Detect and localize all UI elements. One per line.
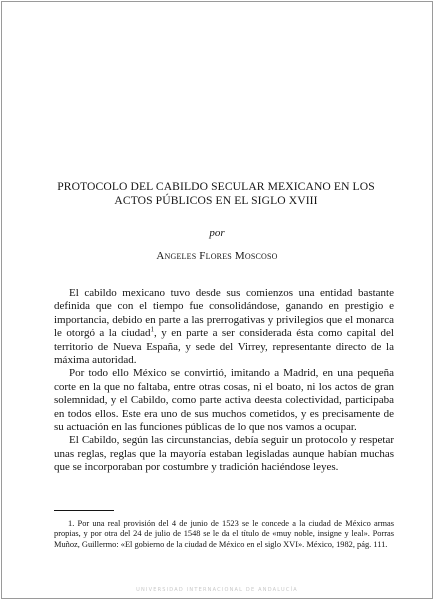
footnote-1 bbox=[54, 519, 394, 550]
paragraph-2: Por todo ello México se convirtió, imitando a Madrid, en una pequeña corte en la que no faltaba, entre otras cosas, ni el boato, ni los actos de gran solemnidad, y el Cabildo, como parte activa deesta colectividad, participaba en todos ellos. Este era uno de sus muchos cometidos, y es precisamente de su actuación en las funciones públicas de lo que nos vamos a ocupar. bbox=[54, 367, 394, 434]
paragraph-3: El Cabildo, según las circunstancias, debía seguir un protocolo y respetar unas reglas, reglas que la mayoría estaban legisladas aunque habían muchas que se incorporaban por costumbre y tradición haciéndose leyes. bbox=[54, 434, 394, 474]
paragraph-1 bbox=[54, 287, 394, 367]
title-line-2: ACTOS PÚBLICOS EN EL SIGLO XVIII bbox=[114, 194, 318, 207]
paragraph-1-text-continued: , y en parte a ser considerada ésta como capital del territorio de Nueva España, y sede del Virrey, representante directo de la máxima autoridad. bbox=[54, 327, 394, 367]
footnote-divider bbox=[54, 510, 114, 511]
author-name: Angeles Flores Moscoso bbox=[156, 250, 278, 262]
article-body bbox=[54, 287, 394, 475]
title-line-1: PROTOCOLO DEL CABILDO SECULAR MEXICANO EN LOS bbox=[57, 180, 375, 193]
footnote-number: 1. bbox=[68, 519, 75, 528]
watermark-imprint: UNIVERSIDAD INTERNACIONAL DE ANDALUCÍA bbox=[136, 587, 298, 593]
footnote-text: Por una real provisión del 4 de junio de 1523 se le concede a la ciudad de México armas propias, y por otra del 24 de julio de 1548 se le da el título de «muy noble, insigne y leal». Porras Muñoz, Guillermo: «El gobierno de la ciudad de México en el siglo XVI». México, 1982, pág. 111. bbox=[54, 519, 395, 549]
article-title bbox=[40, 180, 392, 208]
paragraph-1-text: El cabildo mexicano tuvo desde sus comienzos una entidad bastante definida que con el tiempo fue consolidándose, ganando en prestigio e importancia, debido en parte a las prerrogativas y privilegios que el monarca le otorgó a la ciudad bbox=[54, 287, 394, 340]
byline-prefix: por bbox=[209, 227, 225, 239]
footnote-reference[interactable]: 1 bbox=[150, 325, 155, 334]
footnote bbox=[54, 519, 394, 550]
